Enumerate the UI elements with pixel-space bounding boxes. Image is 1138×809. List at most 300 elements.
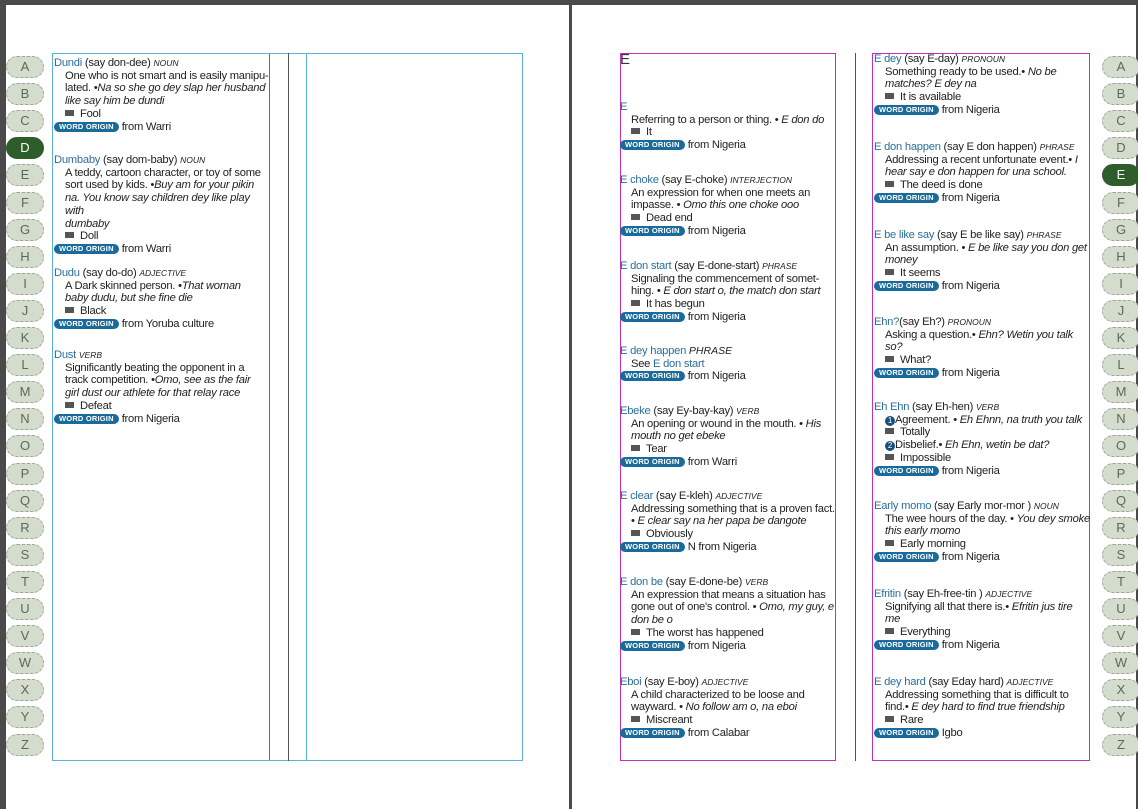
alphabet-tab-g[interactable]: G [1102,219,1138,241]
example-text: dumbaby [65,217,110,230]
part-of-speech: NOUN [180,155,206,165]
example-text: E don do [781,113,825,126]
middle-column [620,53,836,753]
dictionary-entry [54,349,270,425]
origin-text: from Nigeria [941,550,1000,563]
word-origin-badge: WORD ORIGIN [620,140,685,150]
alphabet-tab-k[interactable]: K [6,327,44,349]
synonym: Doll [65,230,270,243]
entry-body [54,167,270,243]
definition-text: Addressing something that is difficult to find.• [885,688,1069,714]
left-column [54,53,270,753]
definition-text: A teddy, cartoon character, or toy of some [65,166,261,179]
entry-body [620,689,836,727]
entry-body [874,513,1090,551]
headword[interactable]: E don be [620,576,663,588]
headword[interactable]: E clear [620,490,654,502]
example-text: No follow am o, na eboi [685,701,797,714]
definition-text: lated. [65,82,94,95]
origin-text: Igbo [941,726,963,739]
origin-text: from Nigeria [687,139,746,152]
synonym: Rare [885,714,1090,727]
definition [631,418,836,443]
pronunciation: (say E-done-be) [662,576,743,588]
alphabet-tab-f[interactable]: F [6,192,44,214]
word-origin-badge: WORD ORIGIN [620,457,685,467]
synonym: The deed is done [885,179,1090,192]
see-link[interactable]: E don start [653,357,705,370]
definition-text: Disbelief.• [895,439,946,452]
definition [65,167,270,231]
example-text: •Na so she go dey slap her husband [93,82,266,95]
synonym: Totally [885,426,1090,439]
word-origin-badge: WORD ORIGIN [620,728,685,738]
definition-text: Signaling the commencement of somet-hing. • [631,272,820,298]
alphabet-tab-j[interactable]: J [1102,300,1138,322]
entry-body [620,503,836,541]
headword[interactable]: Ebeke [620,405,651,417]
word-origin-line [874,104,1090,117]
pronunciation: (say Eh-free-tin ) [900,588,983,600]
alphabet-tab-y[interactable]: Y [6,706,44,728]
part-of-speech: NOUN [153,58,179,68]
example-text: E don start o, the match don start [663,285,821,298]
alphabet-tab-u[interactable]: U [6,598,44,620]
word-origin-badge: WORD ORIGIN [54,244,119,254]
example-text: na. You know say children dey like play with [65,192,250,217]
alphabet-tab-i[interactable]: I [6,273,44,295]
synonym: Miscreant [631,714,836,727]
dictionary-entry [620,676,836,740]
word-origin-badge: WORD ORIGIN [620,371,685,381]
word-origin-badge: WORD ORIGIN [874,105,939,115]
dictionary-entry [874,500,1090,564]
headword[interactable]: Early momo [874,500,932,512]
alphabet-tab-s[interactable]: S [6,544,44,566]
word-origin-line [620,640,836,653]
definition [631,187,836,212]
entry-header [620,260,836,273]
part-of-speech: PRONOUN [961,54,1005,64]
word-origin-badge: WORD ORIGIN [54,414,119,424]
alphabet-tab-h[interactable]: H [6,246,44,268]
entry-header [54,267,270,280]
dictionary-entry [620,490,836,554]
synonym: Impossible [885,452,1090,465]
right-column [874,53,1090,753]
example-text: girl dust our athlete for that relay race [65,387,241,400]
entry-header [620,174,836,187]
synonym: Early morning [885,538,1090,551]
example-text: E be like say you don get money [885,241,1087,267]
example-text: E clear say na her papa be dangote [637,515,807,528]
definition-text: The wee hours of the day. • [885,512,1017,525]
alphabet-tab-v[interactable]: V [1102,625,1138,647]
alphabet-tab-j[interactable]: J [6,300,44,322]
headword[interactable]: E dey hard [874,676,926,688]
word-origin-line [620,541,836,554]
word-origin-line [620,139,836,152]
alphabet-tab-o[interactable]: O [1102,435,1138,457]
part-of-speech: PRONOUN [947,317,992,327]
definition [885,242,1090,267]
example-text: •That woman [178,279,241,292]
pronunciation: (say E be like say) [934,229,1024,241]
alphabet-tab-r[interactable]: R [6,517,44,539]
example-text: Eh Ehn, wetin be dat? [945,439,1050,452]
example-text: His mouth no get ebeke [631,417,822,443]
word-origin-badge: WORD ORIGIN [874,552,939,562]
headword[interactable]: Eboi [620,676,642,688]
example-text: Eh Ehnn, na truth you talk [959,413,1082,426]
alphabet-tab-m[interactable]: M [6,381,44,403]
alphabet-tab-p[interactable]: P [1102,463,1138,485]
headword[interactable]: Efritin [874,588,901,600]
entry-header [54,154,270,167]
alphabet-tab-k[interactable]: K [1102,327,1138,349]
alphabet-tab-e[interactable]: E [1102,164,1138,186]
definition-text: A Dark skinned person. [65,279,179,292]
alphabet-tab-t[interactable]: T [1102,571,1138,593]
origin-text: from Nigeria [121,412,180,425]
dictionary-entry [874,316,1090,380]
definition-text: One who is not smart and is easily manipu- [65,69,269,82]
alphabet-tab-g[interactable]: G [6,219,44,241]
dictionary-entry [54,154,270,256]
alphabet-tab-p[interactable]: P [6,463,44,485]
origin-text: from Warri [687,455,737,468]
word-origin-badge: WORD ORIGIN [874,368,939,378]
pronunciation: (say E-choke) [658,174,728,186]
alphabet-tab-o[interactable]: O [6,435,44,457]
definition [631,503,836,528]
definition [885,689,1090,714]
example-text: •Omo, see as the fair [151,374,251,387]
part-of-speech: NOUN [1033,501,1059,511]
word-origin-line [874,280,1090,293]
entry-header [874,53,1090,66]
synonym: It seems [885,267,1090,280]
entry-header [874,141,1090,154]
dictionary-entry [874,229,1090,293]
definition-text: Signifying all that there is.• [885,600,1012,613]
synonym: Fool [65,108,270,121]
entry-header [620,576,836,589]
sense-number: 2 [885,441,895,451]
origin-text: from Nigeria [687,310,746,323]
pronunciation: (say E-done-start) [671,260,760,272]
word-origin-line [620,225,836,238]
part-of-speech: PHRASE [688,345,733,357]
dictionary-entry [620,576,836,652]
example-text: Efritin jus tire me [885,600,1073,626]
dictionary-entry [620,174,836,238]
entry-body [874,414,1090,465]
origin-text: from Nigeria [941,638,1000,651]
word-origin-badge: WORD ORIGIN [874,193,939,203]
alphabet-tab-a[interactable]: A [1102,56,1138,78]
headword[interactable]: Ehn? [874,316,900,328]
pronunciation: (say Ey-bay-kay) [650,405,734,417]
origin-text: from Nigeria [941,191,1000,204]
definition-text: sort used by kids. [65,179,151,192]
pronunciation: (say Early mor-mor ) [931,500,1031,512]
headword[interactable]: Dumbaby [54,154,101,166]
definition-text: Agreement. • [895,413,960,426]
word-origin-line [54,318,270,331]
alphabet-tab-d[interactable]: D [6,137,44,159]
alphabet-tab-w[interactable]: W [6,652,44,674]
see-prefix: See [631,357,654,370]
definition [885,329,1090,354]
entry-body [54,280,270,318]
definition-text: An expression that means a situation has gone out of one's control. • [631,588,826,614]
alphabet-tab-w[interactable]: W [1102,652,1138,674]
gutter-line [855,53,856,761]
entry-body [620,273,836,311]
definition [631,689,836,714]
alphabet-tab-r[interactable]: R [1102,517,1138,539]
alphabet-tab-n[interactable]: N [1102,408,1138,430]
entry-body [620,358,836,371]
alphabet-tab-m[interactable]: M [1102,381,1138,403]
alphabet-tab-i[interactable]: I [1102,273,1138,295]
headword[interactable]: E be like say [874,229,935,241]
entry-header [620,101,836,114]
headword[interactable]: Dust [54,349,77,361]
example-text: baby dudu, but she fine die [65,292,193,305]
alphabet-tab-h[interactable]: H [1102,246,1138,268]
word-origin-line [874,551,1090,564]
entry-body [874,66,1090,104]
entry-body [620,187,836,225]
origin-text: from Warri [121,120,171,133]
word-origin-badge: WORD ORIGIN [874,466,939,476]
definition-text: Something ready to be used.• [885,65,1028,78]
definition [65,280,270,305]
alphabet-tab-t[interactable]: T [6,571,44,593]
entry-header [54,57,270,70]
alphabet-tab-l[interactable]: L [1102,354,1138,376]
word-origin-badge: WORD ORIGIN [620,542,685,552]
entry-header [54,349,270,362]
part-of-speech: VERB [78,350,103,360]
word-origin-line [620,456,836,469]
sense-number: 1 [885,416,895,426]
part-of-speech: PHRASE [1026,230,1062,240]
entry-header [620,345,836,358]
alphabet-tab-b[interactable]: B [1102,83,1138,105]
definition [65,70,270,108]
synonym: Black [65,305,270,318]
word-origin-badge: WORD ORIGIN [54,122,119,132]
synonym: It [631,126,836,139]
synonym: The worst has happened [631,627,836,640]
origin-text: from Nigeria [941,279,1000,292]
synonym: What? [885,354,1090,367]
alphabet-tab-a[interactable]: A [6,56,44,78]
see-reference [631,358,836,371]
definition-text: An expression for when one meets an impasse. • [631,186,811,212]
definition-text: Significantly beating the opponent in a [65,361,245,374]
definition [631,589,836,627]
headword[interactable]: E dey happen [620,345,687,357]
alphabet-tab-e[interactable]: E [6,164,44,186]
entry-header [874,500,1090,513]
headword[interactable]: E choke [620,174,659,186]
alphabet-tab-z[interactable]: Z [6,734,44,756]
synonym: Defeat [65,400,270,413]
origin-text: from Yoruba culture [121,317,214,330]
headword[interactable]: Eh Ehn [874,401,910,413]
example-text: I hear say e don happen for una school. [885,153,1078,179]
definition [65,362,270,400]
part-of-speech: ADJECTIVE [715,491,763,501]
word-origin-line [620,370,836,383]
example-text: Ehn? Wetin you talk so? [885,328,1073,354]
headword[interactable]: Dundi [54,57,82,69]
definition-text: A child characterized to be loose and wayward. • [631,688,805,714]
right-page [572,5,1136,809]
sense [885,414,1090,427]
entry-header [874,676,1090,689]
synonym: Everything [885,626,1090,639]
headword[interactable]: E [620,101,628,113]
example-text: Omo this one choke ooo [683,199,799,212]
headword[interactable]: E don happen [874,141,941,153]
part-of-speech: VERB [736,406,760,416]
alphabet-tab-s[interactable]: S [1102,544,1138,566]
entry-body [874,601,1090,639]
alphabet-tab-x[interactable]: X [1102,679,1138,701]
alphabet-tab-y[interactable]: Y [1102,706,1138,728]
word-origin-line [874,727,1090,740]
dictionary-entry [874,588,1090,652]
origin-text: from Nigeria [687,639,746,652]
alphabet-tab-c[interactable]: C [1102,110,1138,132]
origin-text: from Nigeria [941,103,1000,116]
example-text: Omo, my guy, e don be o [631,601,834,627]
part-of-speech: VERB [975,402,1000,412]
definition-text: Referring to a person or thing. • [631,113,782,126]
alphabet-tab-z[interactable]: Z [1102,734,1138,756]
pronunciation: (say Eh-hen) [909,401,974,413]
part-of-speech: ADJECTIVE [1006,677,1054,687]
word-origin-line [874,367,1090,380]
entry-body [54,70,270,121]
dictionary-entry [620,345,836,383]
alphabet-tab-l[interactable]: L [6,354,44,376]
synonym: Tear [631,443,836,456]
entry-header [874,401,1090,414]
dictionary-entry [54,267,270,331]
alphabet-tab-u[interactable]: U [1102,598,1138,620]
alphabet-tab-d[interactable]: D [1102,137,1138,159]
word-origin-line [874,192,1090,205]
definition [885,513,1090,538]
dictionary-entry [874,141,1090,205]
gutter-line [288,53,289,761]
word-origin-line [874,639,1090,652]
definition-text: track competition. [65,374,152,387]
word-origin-line [54,121,270,134]
entry-body [874,242,1090,280]
alphabet-tab-b[interactable]: B [6,83,44,105]
sense [885,439,1090,452]
alphabet-tab-q[interactable]: Q [1102,490,1138,512]
word-origin-badge: WORD ORIGIN [620,312,685,322]
origin-text: from Nigeria [687,370,746,383]
alphabet-tab-c[interactable]: C [6,110,44,132]
example-text: No be matches? E dey na [885,65,1057,91]
alphabet-tab-f[interactable]: F [1102,192,1138,214]
example-text: like say him be dundi [65,95,165,108]
pronunciation: (say dom-baby) [100,154,178,166]
origin-text: from Calabar [687,726,750,739]
definition [631,114,836,127]
left-page [6,5,569,809]
entry-body [620,114,836,139]
definition [885,154,1090,179]
alphabet-tab-n[interactable]: N [6,408,44,430]
part-of-speech: ADJECTIVE [985,589,1033,599]
alphabet-tab-x[interactable]: X [6,679,44,701]
headword[interactable]: E don start [620,260,672,272]
alphabet-tab-v[interactable]: V [6,625,44,647]
dictionary-entry [620,101,836,152]
word-origin-line [54,413,270,426]
definition-text: Addressing something that is a proven fact. • [631,502,835,528]
section-letter: E [620,51,631,68]
definition [885,66,1090,91]
word-origin-line [620,311,836,324]
word-origin-badge: WORD ORIGIN [874,281,939,291]
synonym: It is available [885,91,1090,104]
origin-text: from Nigeria [687,224,746,237]
word-origin-badge: WORD ORIGIN [874,728,939,738]
origin-text: from Nigeria [941,464,1000,477]
part-of-speech: INTERJECTION [730,175,793,185]
entry-body [874,329,1090,367]
entry-header [874,588,1090,601]
dictionary-entry [874,676,1090,740]
word-origin-line [620,727,836,740]
word-origin-badge: WORD ORIGIN [874,640,939,650]
origin-text: N from Nigeria [687,540,757,553]
headword[interactable]: Dudu [54,267,80,279]
part-of-speech: ADJECTIVE [701,677,749,687]
definition-text: An assumption. • [885,241,968,254]
pronunciation: (say E-day) [901,53,959,65]
gutter-line [306,53,307,761]
example-text: •Buy am for your pikin [150,179,254,192]
entry-body [620,589,836,640]
pronunciation: (say Eday hard) [925,676,1004,688]
origin-text: from Nigeria [941,366,1000,379]
dictionary-entry [874,53,1090,117]
entry-header [874,229,1090,242]
entry-body [874,689,1090,727]
entry-header [874,316,1090,329]
headword[interactable]: E dey [874,53,902,65]
part-of-speech: ADJECTIVE [139,268,187,278]
part-of-speech: PHRASE [1039,142,1075,152]
word-origin-line [54,243,270,256]
example-text: E dey hard to find true friendship [911,701,1065,714]
alphabet-tab-q[interactable]: Q [6,490,44,512]
definition [631,273,836,298]
pronunciation: (say Eh?) [899,316,945,328]
